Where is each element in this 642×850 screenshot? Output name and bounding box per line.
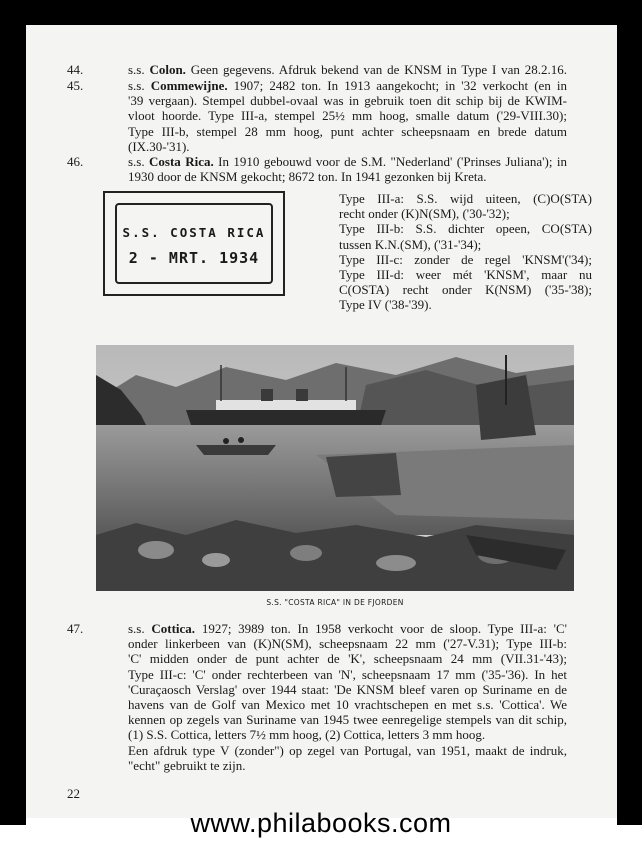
- footer-banner: [0, 808, 642, 850]
- entry-line: kennen op zegels van Suriname van 1945 twee eenregelige stempels van dit schip,: [128, 712, 567, 728]
- entry-line: s.s. Costa Rica. In 1910 gebouwd voor de S.M. "Nederland' ('Prinses Juliana'); in: [128, 154, 567, 169]
- type-line: Type IV ('38-'39).: [339, 297, 432, 313]
- entry-text-continued: [128, 743, 567, 773]
- entry-line: 'Curaçaosch Verslag' over 1944 staat: 'De KNSM bleef varen op Suriname en de: [128, 681, 567, 697]
- entry-line: "echt" gebruikt te zijn.: [128, 758, 246, 774]
- page-number: 22: [67, 786, 80, 801]
- postmark-illustration: [103, 191, 285, 296]
- entry-line: Type III-c: 'C' onder rechterbeen van 'N', scheepsnaam 17 mm ('35-'36). In het: [128, 666, 567, 682]
- entry-text: [128, 621, 567, 743]
- entry-line: vloot hoorde. Type III-a, stempel 25½ mm hoog, smalle datum ('29-VIII.30);: [128, 108, 567, 124]
- entry-line: s.s. Commewijne. 1907; 2482 ton. In 1913 aangekocht; in '32 verkocht (en in: [128, 78, 567, 93]
- entry-line: 1930 door de KNSM gekocht; 8672 ton. In 1941 gezonken bij Kreta.: [128, 169, 487, 185]
- photo-caption: S.S. "COSTA RICA" IN DE FJORDEN: [266, 598, 404, 607]
- entry-text: [128, 78, 567, 154]
- type-line: C(OSTA) recht onder K(NSM) ('35-'38);: [339, 282, 592, 298]
- entry-line: havens van de Golf van Mexico met 10 vrachtschepen en met s.s. 'Cottica'. We: [128, 697, 567, 713]
- type-line: Type III-d: weer mét 'KNSM', maar nu: [339, 267, 592, 283]
- book-page: [26, 25, 617, 825]
- entry-line: s.s. Cottica. 1927; 3989 ton. In 1958 verkocht voor de sloop. Type III-a: 'C': [128, 621, 567, 636]
- entry-number: 46.: [67, 154, 84, 169]
- postmark-frame: [115, 203, 273, 284]
- type-line: Type III-c: zonder de regel 'KNSM'('34);: [339, 251, 592, 267]
- ship-hull: [186, 410, 386, 425]
- type-line: Type III-b: S.S. dichter opeen, CO(STA): [339, 221, 592, 237]
- entry-line: (1) S.S. Cottica, letters 7½ mm hoog, (2) Cottica, letters 3 mm hoog.: [128, 727, 486, 743]
- entry-number: 47.: [67, 621, 84, 636]
- entry-47: [67, 621, 567, 791]
- entry-number: 45.: [67, 78, 84, 93]
- type-line: tussen K.N.(SM), ('31-'34);: [339, 236, 482, 252]
- postmark-date: 2 - MRT. 1934: [128, 249, 260, 267]
- entry-line: Een afdruk type V (zonder") op zegel van Portugal, van 1951, maakt de indruk,: [128, 743, 567, 758]
- type-line: Type III-a: S.S. wijd uiteen, (C)O(STA): [339, 191, 592, 206]
- type-list: [339, 191, 592, 313]
- entry-line: (IX.30-'31).: [128, 138, 190, 154]
- entry-line: Type III-b, stempel 28 mm hoog, punt achter scheepsnaam en brede datum: [128, 123, 567, 139]
- ship-photograph: [96, 345, 574, 591]
- entry-line: '39 vergaan). Stempel dubbel-ovaal was in gebruik toen dit schip bij de KWIM-: [128, 93, 567, 109]
- fjord-scene-image: [96, 345, 574, 591]
- entry-45: [67, 78, 567, 156]
- footer-url[interactable]: www.philabooks.com: [190, 808, 452, 838]
- entry-46: [67, 154, 567, 188]
- entry-line: s.s. Colon. Geen gegevens. Afdruk bekend van de KNSM in Type I van 28.2.16.: [128, 62, 567, 77]
- entry-line: 'C' midden onder de punt achter de 'K', scheepsnaam 24 mm (VII.31-'43);: [128, 651, 567, 667]
- entry-text: [128, 154, 567, 184]
- entry-number: 44.: [67, 62, 84, 77]
- entry-44: [67, 62, 567, 78]
- entry-text: [128, 62, 567, 77]
- type-line: recht onder (K)N(SM), ('30-'32);: [339, 206, 510, 222]
- postmark-ship-name: S.S. COSTA RICA: [122, 225, 266, 240]
- entry-line: onder linkerbeen van (K)N(SM), scheepsnaam 22 mm ('27-V.31); Type III-b:: [128, 636, 567, 652]
